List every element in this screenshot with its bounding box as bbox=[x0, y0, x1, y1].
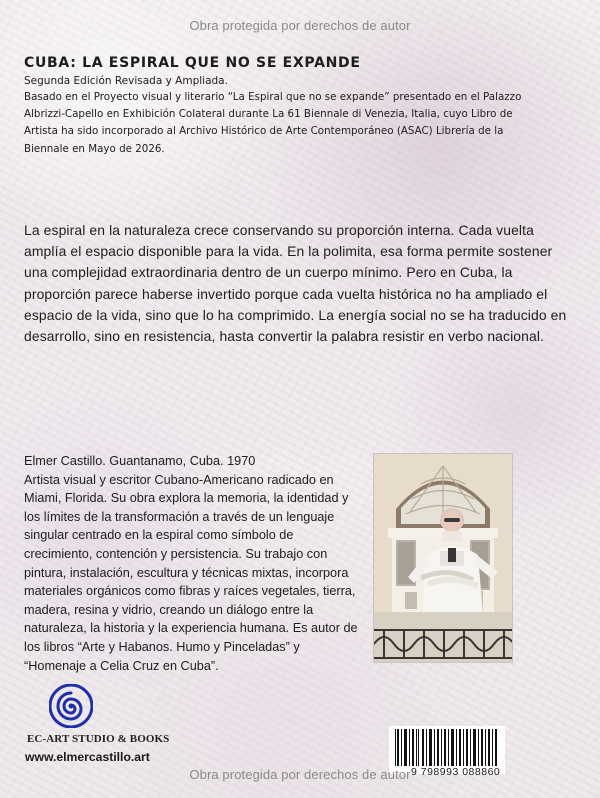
book-title: CUBA: LA ESPIRAL QUE NO SE EXPANDE bbox=[24, 55, 361, 71]
header-block bbox=[24, 55, 534, 158]
spiral-logo-icon bbox=[49, 684, 93, 728]
author-bio-text: Artista visual y escritor Cubano-Americano radicado en Miami, Florida. Su obra explora la memoria, la identidad y los límites de la transformación a través de un lenguaje singular centrado en la espiral como símbolo de crecimiento, contención y persistencia. Su trabajo con pintura, instalación, escultura y técnicas mixtas, incorpora materiales orgánicos como fibras y raíces vegetales, tierra, madera, resina y vidrio, creando un diálogo entre la naturaleza, la historia y la experiencia humana. Es autor de los libros “Arte y Habanos. Humo y Pinceladas” y “Homenaje a Celia Cruz en Cuba”. bbox=[24, 472, 358, 673]
watermark-bottom: Obra protegida por derechos de autor bbox=[189, 767, 411, 782]
author-name-line: Elmer Castillo. Guantanamo, Cuba. 1970 bbox=[24, 454, 256, 468]
book-description: Basado en el Proyecto visual y literario “La Espiral que no se expande” presentado en el Palazzo Albrizzi-Capello en Exhibición Colateral durante La 61 Biennale di Venezia, Italia, cuyo Libro de Artista ha sido incorporado al Archivo Histórico de Arte Contemporáneo (ASAC) Librería de la Biennale en Mayo de 2026. bbox=[24, 91, 522, 155]
watermark-top: Obra protegida por derechos de autor bbox=[189, 18, 411, 33]
barcode-number: 9 798993 088860 bbox=[411, 766, 501, 778]
edition-subtitle: Segunda Edición Revisada y Ampliada. bbox=[24, 75, 228, 87]
author-bio bbox=[24, 452, 362, 675]
intro-paragraph: La espiral en la naturaleza crece conservando su proporción interna. Cada vuelta amplía el espacio disponible para la vida. En la polimita, esa forma permite sostener una complejidad extraordinaria dentro de un cuerpo mínimo. Pero en Cuba, la proporción parece haberse invertido porque cada vuelta histórica no ha ampliado el espacio de la vida, sino que lo ha comprimido. La energía social no se ha traducido en desarrollo, sino en resistencia, hasta convertir la palabra resistir en verbo nacional. bbox=[24, 222, 567, 345]
author-photo bbox=[373, 453, 513, 663]
website-link[interactable]: www.elmercastillo.art bbox=[25, 750, 150, 764]
studio-logo-text: EC-ART STUDIO & BOOKS bbox=[27, 733, 170, 745]
